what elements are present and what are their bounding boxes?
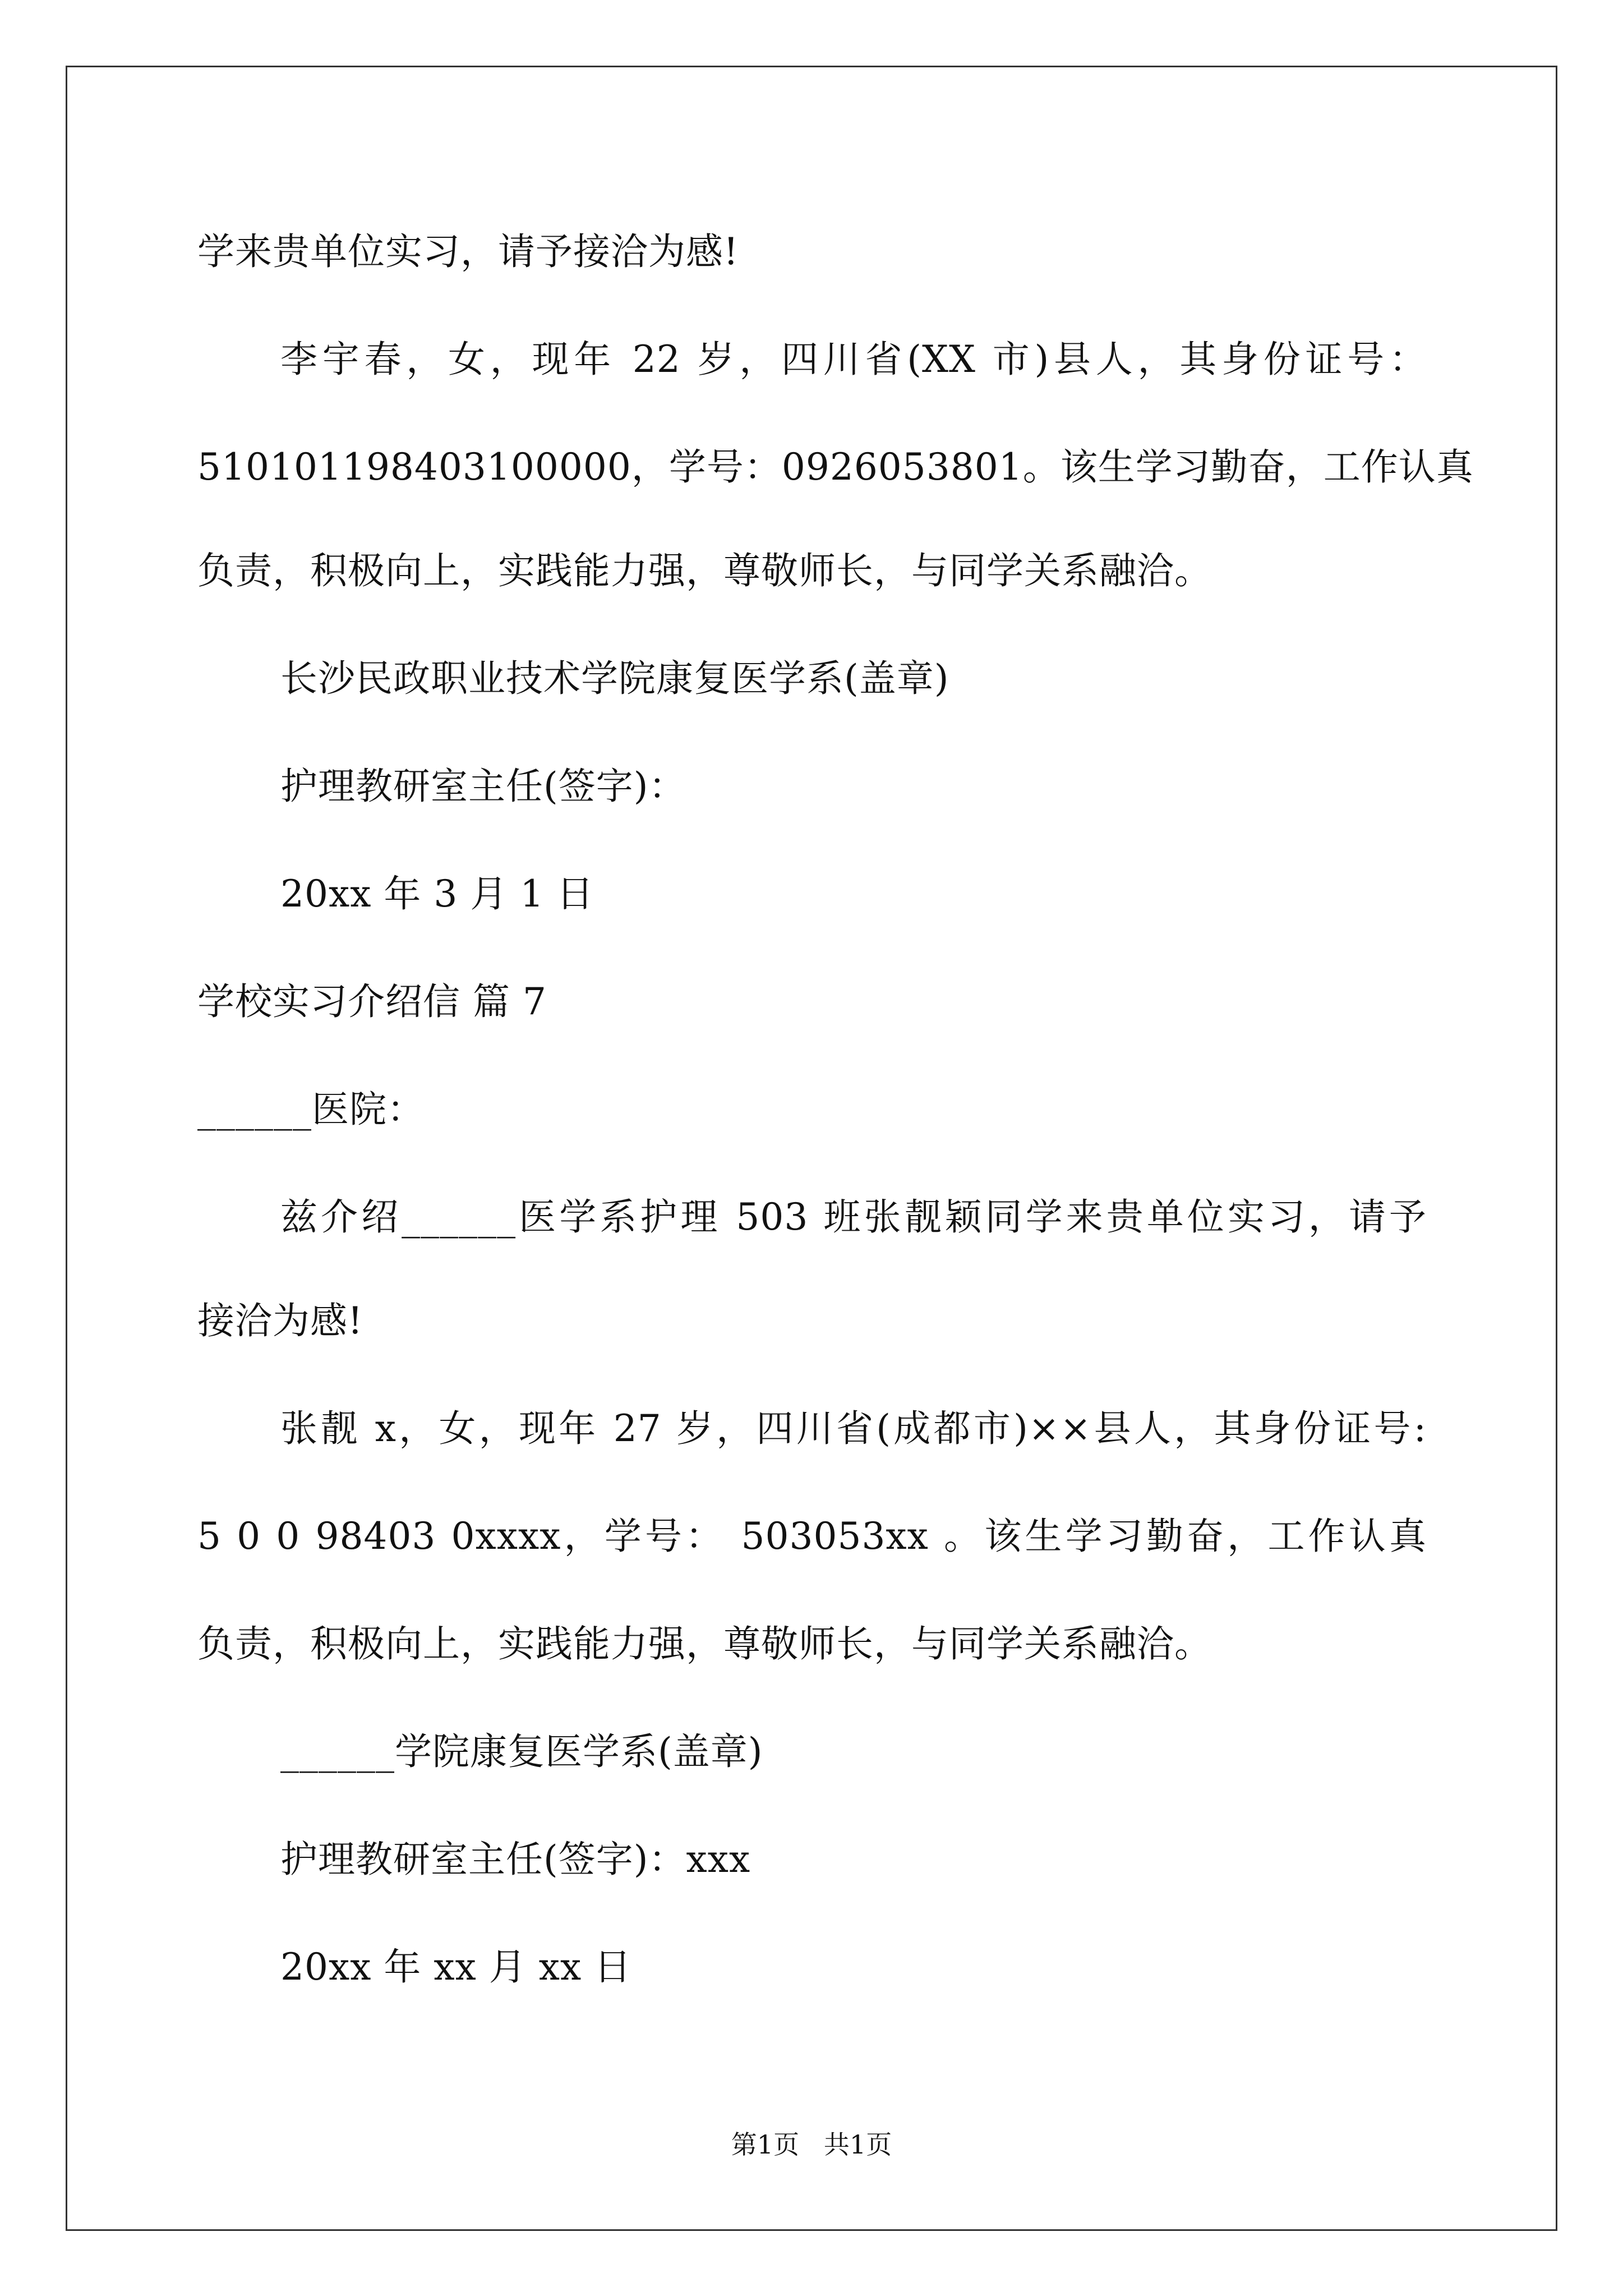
text-line-4: 负责，积极向上，实践能力强，尊敬师长，与同学关系融洽。	[197, 549, 1212, 592]
text-line-14: 负责，积极向上，实践能力强，尊敬师长，与同学关系融洽。	[197, 1622, 1212, 1665]
text-line-2: 李宇春，女，现年 22 岁，四川省(XX 市)县人，其身份证号：	[280, 338, 1427, 381]
signature-date: 20xx 年 3 月 1 日	[280, 872, 594, 915]
signature-director: 护理教研室主任(签字)：	[280, 765, 686, 808]
text-line-10: 兹介绍______医学系护理 503 班张靓颖同学来贵单位实习，请予	[280, 1195, 1427, 1239]
text-line-12: 张靓 x，女，现年 27 岁，四川省(成都市)××县人，其身份证号:	[280, 1407, 1427, 1450]
text-line-13: 5 0 0 98403 0xxxx，学号： 503053xx 。该生学习勤奋，工作认真	[197, 1515, 1427, 1558]
section-heading: 学校实习介绍信 篇 7	[197, 980, 547, 1023]
signature-director-2: 护理教研室主任(签字)：xxx	[280, 1838, 751, 1881]
text-line-11: 接洽为感!	[197, 1299, 363, 1342]
letter-salutation: ______医院：	[197, 1088, 425, 1131]
signature-department-2: ______学院康复医学系(盖章)	[280, 1730, 763, 1773]
signature-department: 长沙民政职业技术学院康复医学系(盖章)	[280, 657, 949, 700]
signature-date-2: 20xx 年 xx 月 xx 日	[280, 1945, 632, 1989]
text-line-1: 学来贵单位实习，请予接洽为感!	[197, 230, 739, 273]
page-footer: 第1页 共1页	[731, 2129, 892, 2160]
page-border	[66, 66, 1557, 2231]
text-line-3: 510101198403100000，学号：0926053801。该生学习勤奋，工作认真	[197, 445, 1474, 489]
